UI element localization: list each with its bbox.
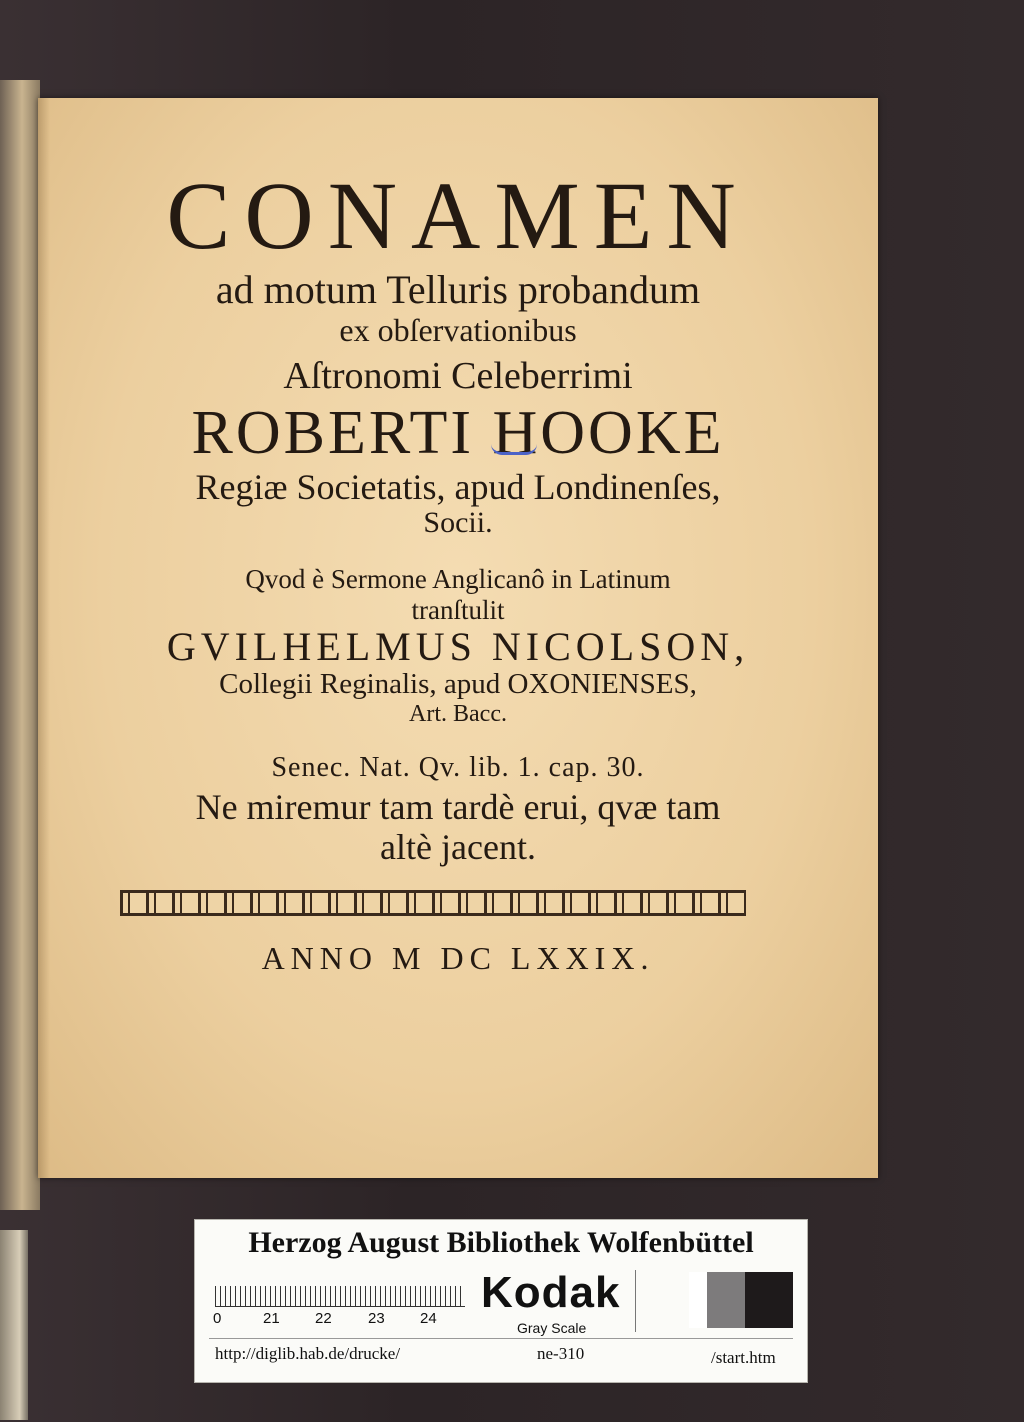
adjacent-page-edge — [0, 80, 40, 1210]
society-line-2: Socii. — [423, 506, 493, 539]
epigraph-source: Senec. Nat. Qv. lib. 1. cap. 30. — [271, 752, 645, 783]
ruler-numbers — [213, 1310, 463, 1332]
swatch-white — [689, 1272, 707, 1328]
gray-swatches — [689, 1272, 793, 1328]
translator-college: Collegii Reginalis, apud OXONIENSES, — [219, 668, 697, 700]
subtitle-line-2: ex obſervationibus — [339, 312, 577, 348]
author-name: ROBERTI HOOKE — [191, 399, 725, 467]
measurement-ruler — [215, 1270, 465, 1307]
swatch-gray — [707, 1272, 745, 1328]
ruler-number: 22 — [315, 1310, 332, 1327]
main-title: CONAMEN — [166, 162, 750, 269]
subtitle-line-3: Aſtronomi Celeberrimi — [283, 355, 633, 397]
society-line: Regiæ Societatis, apud Londinenſes, — [195, 467, 721, 507]
color-target-card — [194, 1219, 808, 1383]
library-url: http://diglib.hab.de/drucke/ — [215, 1344, 401, 1363]
translator-degree: Art. Bacc. — [409, 701, 507, 727]
kodak-logo: Kodak — [481, 1268, 621, 1317]
ruler-number: 23 — [368, 1310, 385, 1327]
start-page-path: /start.htm — [711, 1348, 776, 1367]
translation-note: Qvod è Sermone Anglicanô in Latinum — [245, 564, 671, 594]
ruler-number: 21 — [263, 1310, 280, 1327]
epigraph-line-1: Ne miremur tam tardè erui, qvæ tam — [195, 787, 721, 827]
institution-name: Herzog August Bibliothek Wolfenbüttel — [248, 1226, 754, 1259]
ruler-number: 0 — [213, 1310, 222, 1327]
card-divider — [635, 1270, 636, 1332]
epigraph-line-2: altè jacent. — [380, 827, 536, 867]
gray-scale-caption: Gray Scale — [517, 1320, 587, 1336]
ruler-number: 24 — [420, 1310, 437, 1327]
card-rule — [209, 1338, 793, 1339]
blue-pencil-mark — [491, 444, 537, 455]
translation-note-2: tranſtulit — [411, 595, 505, 625]
translator-name: GVILHELMUS NICOLSON, — [166, 624, 750, 669]
lower-page-edge — [0, 1230, 28, 1420]
ornamental-border — [120, 890, 746, 916]
imprint-year: ANNO M DC LXXIX. — [261, 940, 655, 976]
swatch-black — [745, 1272, 793, 1328]
subtitle-line-1: ad motum Telluris probandum — [215, 267, 701, 312]
shelfmark: ne-310 — [537, 1344, 585, 1363]
title-page — [38, 98, 878, 1178]
